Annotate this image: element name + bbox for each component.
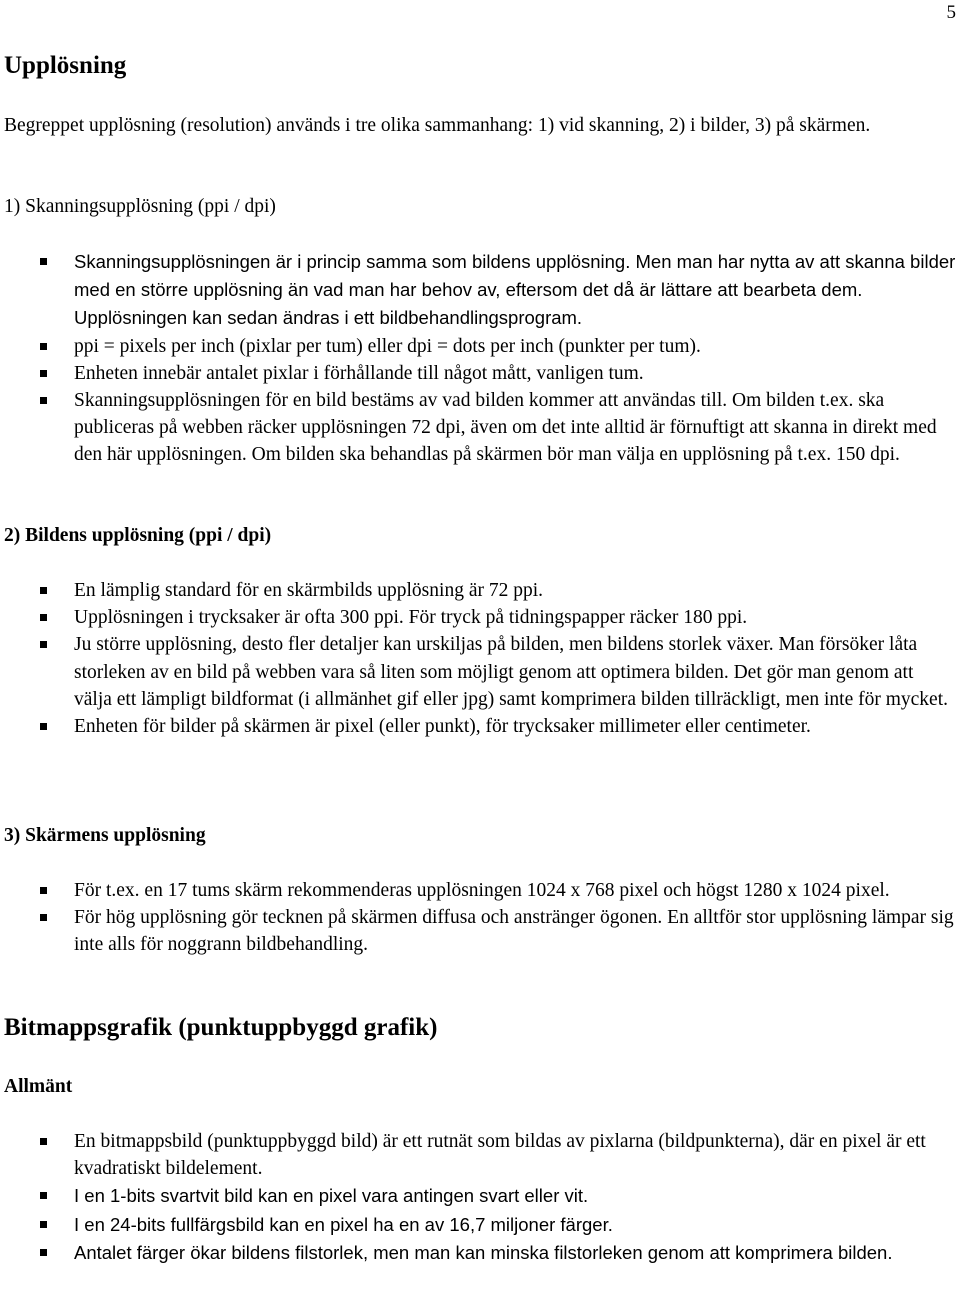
square-bullet-icon [40,343,47,350]
list-item: ppi = pixels per inch (pixlar per tum) eller dpi = dots per inch (punkter per tum). [4,333,956,360]
list-item: En lämplig standard för en skärmbilds upplösning är 72 ppi. [4,577,956,604]
list-item: Skanningsupplösningen är i princip samma som bildens upplösning. Men man har nytta av att skanna bilder med en större upplösning än vad man har behov av, eftersom det då är lättare att bearbeta dem. Upplösningen kan sedan ändras i ett bildbehandlingsprogram. [4,248,956,333]
subheading-allmant: Allmänt [4,1076,73,1097]
square-bullet-icon [40,1192,47,1199]
bullet-list-skanning [4,248,956,469]
square-bullet-icon [40,587,47,594]
subheading-skanningsupplosning: 1) Skanningsupplösning (ppi / dpi) [4,196,276,217]
square-bullet-icon [40,397,47,404]
bullet-list-bildens [4,577,956,740]
list-item: Skanningsupplösningen för en bild bestäms av vad bilden kommer att användas till. Om bilden t.ex. ska publiceras på webben räcker upplösningen 72 dpi, även om det inte alltid är förnuftigt att skanna in direkt med den här upplösningen. Om bilden ska behandlas på skärmen bör man välja en upplösning på t.ex. 150 dpi. [4,387,956,469]
square-bullet-icon [40,370,47,377]
square-bullet-icon [40,1138,47,1145]
list-item: Enheten för bilder på skärmen är pixel (eller punkt), för trycksaker millimeter eller centimeter. [4,713,956,740]
square-bullet-icon [40,1221,47,1228]
list-item: För t.ex. en 17 tums skärm rekommenderas upplösningen 1024 x 768 pixel och högst 1280 x 1024 pixel. [4,877,956,904]
square-bullet-icon [40,914,47,921]
list-item: I en 24-bits fullfärgsbild kan en pixel ha en av 16,7 miljoner färger. [4,1211,956,1239]
subheading-bildens-upplosning: 2) Bildens upplösning (ppi / dpi) [4,525,272,546]
list-item: Enheten innebär antalet pixlar i förhållande till något mått, vanligen tum. [4,360,956,387]
square-bullet-icon [40,614,47,621]
list-item: Upplösningen i trycksaker är ofta 300 ppi. För tryck på tidningspapper räcker 180 ppi. [4,604,956,631]
list-item: Ju större upplösning, desto fler detaljer kan urskiljas på bilden, men bildens storlek växer. Man försöker låta storleken av en bild på webben vara så liten som möjligt genom att optimera bilden. Det gör man genom att välja ett lämpligt bildformat (i allmänhet gif eller jpg) samt komprimera bilden tillräckligt, men inte för mycket. [4,631,956,713]
subheading-skarmens-upplosning: 3) Skärmens upplösning [4,825,206,846]
square-bullet-icon [40,1249,47,1256]
square-bullet-icon [40,887,47,894]
square-bullet-icon [40,258,47,265]
list-item: I en 1-bits svartvit bild kan en pixel vara antingen svart eller vit. [4,1182,956,1210]
intro-paragraph: Begreppet upplösning (resolution) används i tre olika sammanhang: 1) vid skanning, 2) i bilder, 3) på skärmen. [4,115,871,136]
page-number: 5 [946,2,956,23]
list-item: Antalet färger ökar bildens filstorlek, men man kan minska filstorleken genom att komprimera bilden. [4,1239,956,1267]
square-bullet-icon [40,723,47,730]
list-item: En bitmappsbild (punktuppbyggd bild) är ett rutnät som bildas av pixlarna (bildpunkterna), där en pixel är ett kvadratiskt bildelement. [4,1128,956,1182]
list-item: För hög upplösning gör tecknen på skärmen diffusa och anstränger ögonen. En alltför stor upplösning lämpar sig inte alls för noggrann bildbehandling. [4,904,956,958]
square-bullet-icon [40,641,47,648]
section-heading-bitmappsgrafik: Bitmappsgrafik (punktuppbyggd grafik) [4,1014,438,1041]
section-heading-upplosning: Upplösning [4,52,127,79]
bullet-list-allmant [4,1128,956,1267]
bullet-list-skarmens [4,877,956,959]
